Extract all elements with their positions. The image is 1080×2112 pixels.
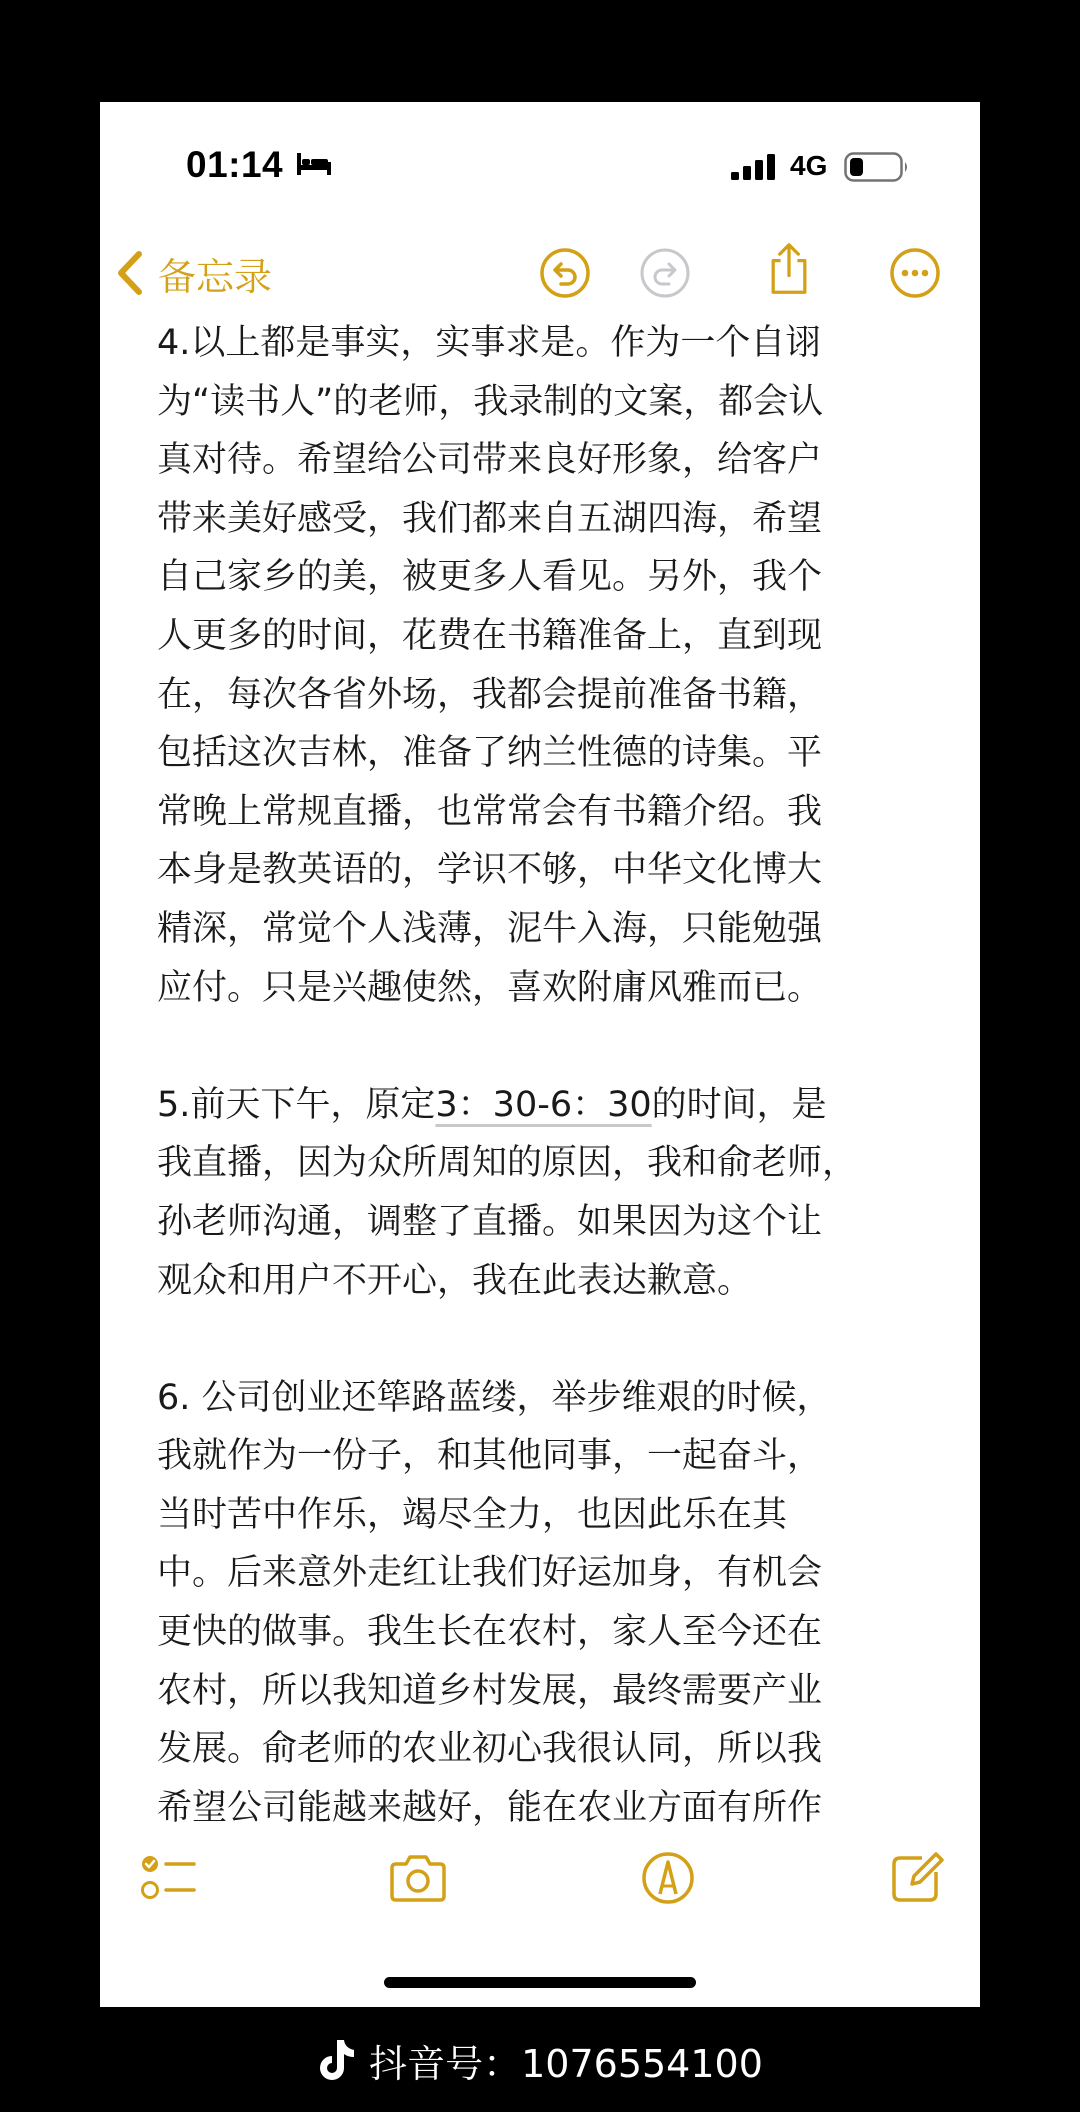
note-line: 希望公司能越来越好，能在农业方面有所作 <box>157 1787 823 1828</box>
note-line: 常晚上常规直播，也常常会有书籍介绍。我 <box>157 791 823 832</box>
battery-icon <box>844 152 910 182</box>
douyin-watermark <box>0 2030 1080 2090</box>
note-text: 的时间，是 <box>651 1084 827 1125</box>
note-line: 自己家乡的美，被更多人看见。另外，我个 <box>157 557 823 598</box>
back-label: 备忘录 <box>158 254 273 299</box>
status-time: 01:14 <box>186 144 284 185</box>
note-line: 孙老师沟通，调整了直播。如果因为这个让 <box>157 1201 823 1242</box>
note-line: 观众和用户不开心，我在此表达歉意。 <box>157 1260 753 1301</box>
note-line: 6. 公司创业还筚路蓝缕，举步维艰的时候， <box>157 1377 832 1418</box>
note-line: 包括这次吉林，准备了纳兰性德的诗集。平 <box>157 733 823 774</box>
underlined-time: 3：30-6：30 <box>435 1084 652 1125</box>
chevron-left-icon <box>114 250 144 296</box>
note-text: 5.前天下午，原定 <box>157 1084 436 1125</box>
note-line: 应付。只是兴趣使然，喜欢附庸风雅而已。 <box>157 967 823 1008</box>
sleep-mode-icon <box>297 153 331 175</box>
note-line: 我就作为一份子，和其他同事，一起奋斗， <box>157 1436 823 1477</box>
redo-icon[interactable] <box>638 246 692 300</box>
share-icon[interactable] <box>762 242 816 296</box>
note-line: 真对待。希望给公司带来良好形象，给客户 <box>157 440 823 481</box>
paragraph-gap <box>157 1017 937 1076</box>
back-button[interactable] <box>114 247 272 299</box>
signal-icon <box>731 154 779 180</box>
note-line: 中。后来意外走红让我们好运加身，有机会 <box>157 1553 823 1594</box>
paragraph-4 <box>157 314 937 1017</box>
network-type: 4G <box>790 150 828 181</box>
watermark-text: 抖音号：1076554100 <box>369 2041 763 2086</box>
tiktok-logo-icon <box>317 2038 357 2082</box>
camera-icon[interactable] <box>388 1850 448 1906</box>
home-indicator[interactable] <box>384 1977 696 1988</box>
note-line: 带来美好感受，我们都来自五湖四海，希望 <box>157 498 823 539</box>
paragraph-gap <box>157 1310 937 1369</box>
more-icon[interactable] <box>888 246 942 300</box>
note-line: 我直播，因为众所周知的原因，我和俞老师， <box>157 1143 858 1184</box>
checklist-icon[interactable] <box>138 1850 198 1906</box>
note-line: 农村，所以我知道乡村发展，最终需要产业 <box>157 1670 823 1711</box>
note-line: 为“读书人”的老师，我录制的文案，都会认 <box>157 381 824 422</box>
note-line: 精深，常觉个人浅薄，泥牛入海，只能勉强 <box>157 908 823 949</box>
note-line: 在，每次各省外场，我都会提前准备书籍， <box>157 674 823 715</box>
note-line: 发展。俞老师的农业初心我很认同，所以我 <box>157 1729 823 1770</box>
note-line: 更快的做事。我生长在农村，家人至今还在 <box>157 1612 823 1653</box>
note-line <box>157 1076 937 1135</box>
note-body[interactable] <box>157 314 937 1837</box>
note-line: 人更多的时间，花费在书籍准备上，直到现 <box>157 615 823 656</box>
paragraph-5 <box>157 1076 937 1310</box>
notes-screen <box>100 102 980 2007</box>
markup-icon[interactable] <box>638 1850 698 1906</box>
undo-icon[interactable] <box>538 246 592 300</box>
note-line: 4.以上都是事实，实事求是。作为一个自诩 <box>157 323 821 363</box>
compose-icon[interactable] <box>888 1850 948 1906</box>
paragraph-6 <box>157 1369 937 1838</box>
note-line: 本身是教英语的，学识不够，中华文化博大 <box>157 850 823 891</box>
note-line: 当时苦中作乐，竭尽全力，也因此乐在其 <box>157 1494 788 1535</box>
